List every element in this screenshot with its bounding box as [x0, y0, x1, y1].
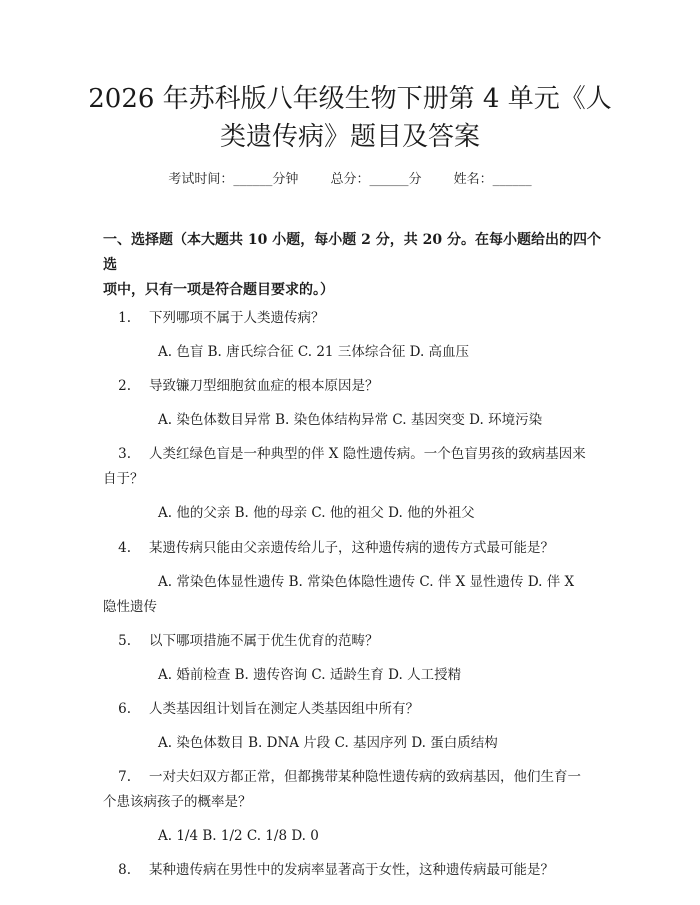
title-line-2: 类遗传病》题目及答案	[219, 122, 480, 152]
options-3	[103, 501, 603, 526]
section-heading	[103, 228, 603, 303]
question-number: 5.	[118, 633, 131, 649]
options-text: A. 染色体数目异常 B. 染色体结构异常 C. 基因突变 D. 环境污染	[158, 412, 543, 428]
exam-score: 总分：______分	[330, 172, 422, 187]
exam-meta	[0, 168, 700, 187]
question-number: 2.	[118, 378, 131, 394]
question-text: 以下哪项措施不属于优生优育的范畴？	[149, 633, 379, 649]
options-text: A. 婚前检查 B. 遗传咨询 C. 适龄生育 D. 人工授精	[158, 667, 462, 683]
exam-time: 考试时间：______分钟	[168, 172, 299, 187]
question-number: 1.	[118, 310, 131, 326]
options-text: A. 染色体数目 B. DNA 片段 C. 基因序列 D. 蛋白质结构	[158, 735, 498, 751]
options-6	[103, 731, 603, 756]
question-number: 6.	[118, 701, 131, 717]
options-text-continued: 隐性遗传	[103, 599, 157, 615]
options-2	[103, 408, 603, 433]
options-text: A. 色盲 B. 唐氏综合征 C. 21 三体综合征 D. 高血压	[158, 344, 470, 360]
options-7	[103, 824, 603, 849]
options-5	[103, 663, 603, 688]
question-text-continued: 自于？	[103, 471, 144, 487]
document-title	[60, 80, 640, 156]
question-text-continued: 个患该病孩子的概率是？	[103, 794, 252, 810]
options-text: A. 他的父亲 B. 他的母亲 C. 他的祖父 D. 他的外祖父	[158, 505, 475, 521]
question-text: 下列哪项不属于人类遗传病？	[149, 310, 325, 326]
question-6	[103, 697, 603, 722]
question-text: 一对夫妇双方都正常，但都携带某种隐性遗传病的致病基因，他们生育一	[149, 769, 581, 785]
question-text: 人类红绿色盲是一种典型的伴 X 隐性遗传病。一个色盲男孩的致病基因来	[149, 446, 586, 462]
question-5	[103, 629, 603, 654]
question-7	[103, 765, 603, 815]
question-text: 某种遗传病在男性中的发病率显著高于女性，这种遗传病最可能是？	[149, 862, 554, 878]
question-number: 7.	[118, 769, 131, 785]
question-3	[103, 442, 603, 492]
question-text: 导致镰刀型细胞贫血症的根本原因是？	[149, 378, 379, 394]
options-4	[103, 570, 603, 620]
question-8	[103, 858, 603, 883]
question-number: 8.	[118, 862, 131, 878]
options-1	[103, 340, 603, 365]
options-text: A. 1/4 B. 1/2 C. 1/8 D. 0	[158, 828, 319, 844]
question-4	[103, 536, 603, 561]
question-1	[103, 306, 603, 331]
section-heading-line-1: 一、选择题（本大题共 10 小题，每小题 2 分，共 20 分。在每小题给出的四个选	[103, 232, 601, 273]
question-number: 3.	[118, 446, 131, 462]
student-name: 姓名：______	[453, 172, 532, 187]
question-number: 4.	[118, 540, 131, 556]
question-text: 人类基因组计划旨在测定人类基因组中所有？	[149, 701, 419, 717]
question-text: 某遗传病只能由父亲遗传给儿子，这种遗传病的遗传方式最可能是？	[149, 540, 554, 556]
options-text: A. 常染色体显性遗传 B. 常染色体隐性遗传 C. 伴 X 显性遗传 D. 伴 X	[158, 574, 575, 590]
section-heading-line-2: 项中，只有一项是符合题目要求的。）	[103, 282, 334, 298]
title-line-1: 2026 年苏科版八年级生物下册第 4 单元《人	[88, 84, 612, 114]
question-2	[103, 374, 603, 399]
